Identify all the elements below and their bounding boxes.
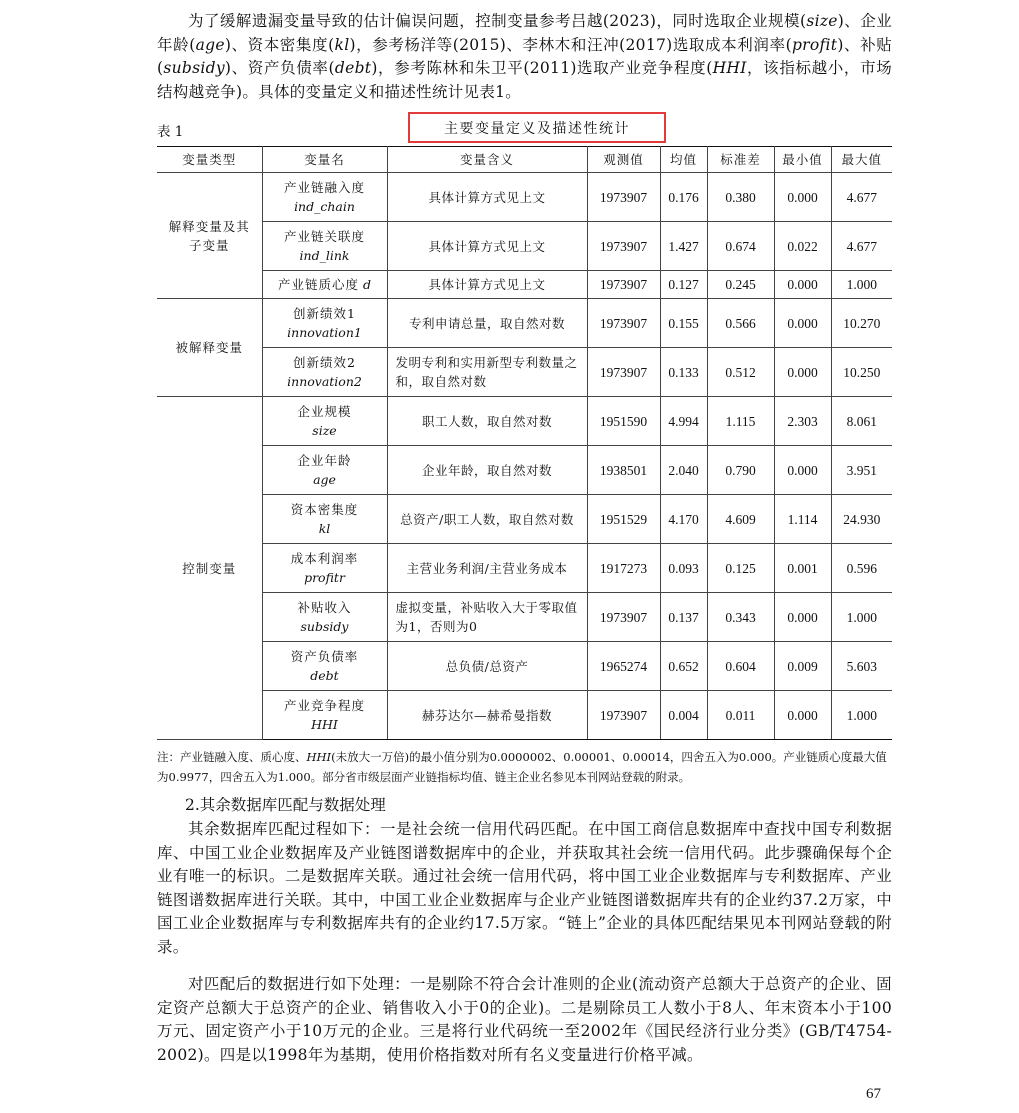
var-meaning: 赫芬达尔—赫希曼指数 (387, 691, 587, 740)
var-name-cell (262, 348, 387, 397)
var-profit: profit (791, 35, 838, 54)
sd-cell: 0.380 (707, 173, 774, 222)
var-name: 产业链关联度 (283, 229, 365, 244)
intro-text: 为了缓解遗漏变量导致的估计偏误问题，控制变量参考吕越(2023)，同时选取企业规模( (188, 12, 807, 30)
mean-cell: 0.004 (660, 691, 707, 740)
sd-cell: 0.343 (707, 593, 774, 642)
table-caption: 主要变量定义及描述性统计 (408, 112, 666, 143)
mean-cell: 4.994 (660, 397, 707, 446)
var-symbol: profitr (304, 570, 345, 585)
var-name: 企业规模 (297, 404, 352, 419)
var-name-cell (262, 173, 387, 222)
obs-cell: 1973907 (587, 348, 660, 397)
mean-cell: 0.155 (660, 299, 707, 348)
var-meaning: 总资产/职工人数，取自然对数 (387, 495, 587, 544)
var-name-cell (262, 642, 387, 691)
header-cell: 标准差 (707, 147, 774, 173)
table-label: 表 1 (157, 124, 184, 140)
header-cell: 观测值 (587, 147, 660, 173)
min-cell: 1.114 (774, 495, 831, 544)
var-symbol: ind_chain (294, 199, 355, 214)
sd-cell: 0.512 (707, 348, 774, 397)
var-name-cell (262, 544, 387, 593)
var-name-cell (262, 593, 387, 642)
min-cell: 0.009 (774, 642, 831, 691)
min-cell: 0.001 (774, 544, 831, 593)
var-meaning: 企业年龄，取自然对数 (387, 446, 587, 495)
sd-cell: 0.674 (707, 222, 774, 271)
var-symbol: age (313, 472, 336, 487)
var-meaning: 发明专利和实用新型专利数量之和，取自然对数 (387, 348, 587, 397)
group-label: 解释变量及其子变量 (168, 218, 250, 253)
intro-text: )、企业年龄( (157, 12, 892, 54)
var-meaning: 总负债/总资产 (387, 642, 587, 691)
min-cell: 0.000 (774, 348, 831, 397)
table-row (157, 299, 892, 348)
section-title: 2.其余数据库匹配与数据处理 (185, 796, 386, 814)
table-row (157, 446, 892, 495)
header-cell: 变量类型 (157, 147, 262, 173)
max-cell: 4.677 (831, 173, 892, 222)
var-symbol: innovation1 (287, 325, 362, 340)
max-cell: 4.677 (831, 222, 892, 271)
intro-text: )，参考陈林和朱卫平(2011)选取产业竞争程度( (371, 59, 713, 77)
table-header-row (157, 147, 892, 173)
var-symbol: d (362, 277, 371, 292)
sd-cell: 0.125 (707, 544, 774, 593)
var-symbol: subsidy (300, 619, 349, 634)
var-subsidy: subsidy (163, 59, 225, 77)
mean-cell: 0.093 (660, 544, 707, 593)
table-row (157, 691, 892, 740)
sd-cell: 0.566 (707, 299, 774, 348)
var-name-cell (262, 446, 387, 495)
mean-cell: 0.176 (660, 173, 707, 222)
note-text: (未放大一万倍)的最小值分别为0.0000002、0.00001、0.00014，四舍五入为0.000。产业链质心度最大值为0.9977，四舍五入为1.000。部分省市级层面产业链指标均值、链主企业名参见本刊网站登载的附录。 (157, 750, 887, 784)
var-name-cell (262, 299, 387, 348)
header-cell: 最小值 (774, 147, 831, 173)
intro-text: )、资本密集度( (224, 35, 335, 54)
table-row (157, 397, 892, 446)
var-name-cell (262, 495, 387, 544)
table-note (157, 747, 892, 787)
var-meaning: 专利申请总量，取自然对数 (387, 299, 587, 348)
min-cell: 0.022 (774, 222, 831, 271)
max-cell: 1.000 (831, 691, 892, 740)
table-row (157, 348, 892, 397)
var-age: age (195, 35, 225, 54)
var-size: size (806, 12, 838, 30)
group-cell-dependent (157, 299, 262, 397)
mean-cell: 0.137 (660, 593, 707, 642)
header-cell: 变量含义 (387, 147, 587, 173)
var-hhi: HHI (712, 59, 747, 77)
obs-cell: 1973907 (587, 299, 660, 348)
var-debt: debt (334, 59, 372, 77)
table-row (157, 642, 892, 691)
var-symbol: HHI (311, 717, 338, 732)
max-cell: 5.603 (831, 642, 892, 691)
var-symbol: ind_link (299, 248, 350, 263)
obs-cell: 1917273 (587, 544, 660, 593)
var-meaning: 具体计算方式见上文 (387, 271, 587, 299)
mean-cell: 4.170 (660, 495, 707, 544)
mean-cell: 1.427 (660, 222, 707, 271)
var-name-cell (262, 691, 387, 740)
var-name: 创新绩效2 (293, 355, 356, 370)
group-label: 被解释变量 (175, 340, 243, 355)
max-cell: 1.000 (831, 593, 892, 642)
table-row (157, 173, 892, 222)
sd-cell: 1.115 (707, 397, 774, 446)
var-symbol: debt (310, 668, 339, 683)
var-meaning: 具体计算方式见上文 (387, 173, 587, 222)
min-cell: 0.000 (774, 593, 831, 642)
note-hhi: HHI (306, 750, 332, 764)
intro-text: )、补贴( (157, 35, 893, 77)
min-cell: 0.000 (774, 446, 831, 495)
var-name-cell (262, 271, 387, 299)
obs-cell: 1965274 (587, 642, 660, 691)
intro-text: ，该指标越小，市场结构越竞争)。具体的变量定义和描述性统计见表1。 (157, 59, 893, 101)
var-name: 资产负债率 (290, 649, 359, 664)
variables-table (157, 146, 892, 740)
mean-cell: 0.133 (660, 348, 707, 397)
var-name: 企业年龄 (297, 453, 352, 468)
var-name: 产业链融入度 (283, 180, 365, 195)
table-row (157, 495, 892, 544)
var-name: 补贴收入 (297, 600, 352, 615)
var-symbol: size (312, 423, 337, 438)
sd-cell: 0.604 (707, 642, 774, 691)
max-cell: 0.596 (831, 544, 892, 593)
obs-cell: 1973907 (587, 691, 660, 740)
var-name: 创新绩效1 (293, 306, 356, 321)
max-cell: 8.061 (831, 397, 892, 446)
table-row (157, 271, 892, 299)
obs-cell: 1973907 (587, 222, 660, 271)
var-name: 成本利润率 (290, 551, 359, 566)
intro-paragraph (157, 10, 892, 104)
sd-cell: 0.245 (707, 271, 774, 299)
max-cell: 10.250 (831, 348, 892, 397)
var-name: 产业竞争程度 (283, 698, 365, 713)
group-cell-control (157, 397, 262, 740)
min-cell: 0.000 (774, 691, 831, 740)
var-meaning: 虚拟变量，补贴收入大于零取值为1，否则为0 (387, 593, 587, 642)
mean-cell: 0.127 (660, 271, 707, 299)
intro-text: )、资产负债率( (224, 59, 335, 77)
var-name: 产业链质心度 (277, 277, 359, 292)
max-cell: 24.930 (831, 495, 892, 544)
group-cell-explanatory (157, 173, 262, 299)
min-cell: 0.000 (774, 173, 831, 222)
header-cell: 最大值 (831, 147, 892, 173)
max-cell: 3.951 (831, 446, 892, 495)
header-cell: 变量名 (262, 147, 387, 173)
sd-cell: 4.609 (707, 495, 774, 544)
header-cell: 均值 (660, 147, 707, 173)
mean-cell: 2.040 (660, 446, 707, 495)
max-cell: 10.270 (831, 299, 892, 348)
var-name: 资本密集度 (290, 502, 359, 517)
obs-cell: 1951590 (587, 397, 660, 446)
table-row (157, 593, 892, 642)
sd-cell: 0.790 (707, 446, 774, 495)
page-number: 67 (866, 1086, 881, 1102)
table-row (157, 544, 892, 593)
min-cell: 0.000 (774, 299, 831, 348)
sd-cell: 0.011 (707, 691, 774, 740)
matching-paragraph: 其余数据库匹配过程如下：一是社会统一信用代码匹配。在中国工商信息数据库中查找中国专利数据库、中国工业企业数据库及产业链图谱数据库中的企业，并获取其社会统一信用代码。此步骤确保每个企业有唯一的标识。二是数据库关联。通过社会统一信用代码，将中国工业企业数据库与专利数据库、产业链图谱数据库进行关联。其中，中国工业企业数据库与企业产业链图谱数据库共有的企业约37.2万家，中国工业企业数据库与专利数据库共有的企业约17.5万家。“链上”企业的具体匹配结果见本刊网站登载的附录。 (157, 820, 892, 956)
mean-cell: 0.652 (660, 642, 707, 691)
obs-cell: 1938501 (587, 446, 660, 495)
min-cell: 0.000 (774, 271, 831, 299)
var-name-cell (262, 222, 387, 271)
intro-text: )，参考杨洋等(2015)、李林木和汪冲(2017)选取成本利润率( (349, 35, 792, 54)
obs-cell: 1973907 (587, 593, 660, 642)
var-symbol: kl (318, 521, 331, 536)
var-name-cell (262, 397, 387, 446)
processing-paragraph: 对匹配后的数据进行如下处理：一是剔除不符合会计准则的企业(流动资产总额大于总资产的企业、固定资产总额大于总资产的企业、销售收入小于0的企业)。二是剔除员工人数小于8人、年末资本小于100万元、固定资产小于10万元的企业。三是将行业代码统一至2002年《国民经济行业分类》(GB/T4754-2002)。四是以1998年为基期，使用价格指数对所有名义变量进行价格平减。 (157, 975, 892, 1064)
var-meaning: 具体计算方式见上文 (387, 222, 587, 271)
group-label: 控制变量 (182, 560, 237, 576)
obs-cell: 1973907 (587, 173, 660, 222)
var-symbol: innovation2 (287, 374, 362, 389)
min-cell: 2.303 (774, 397, 831, 446)
max-cell: 1.000 (831, 271, 892, 299)
table-row (157, 222, 892, 271)
var-meaning: 主营业务利润/主营业务成本 (387, 544, 587, 593)
obs-cell: 1973907 (587, 271, 660, 299)
var-kl: kl (334, 35, 350, 54)
obs-cell: 1951529 (587, 495, 660, 544)
note-text: 注：产业链融入度、质心度、 (157, 750, 307, 764)
var-meaning: 职工人数，取自然对数 (387, 397, 587, 446)
